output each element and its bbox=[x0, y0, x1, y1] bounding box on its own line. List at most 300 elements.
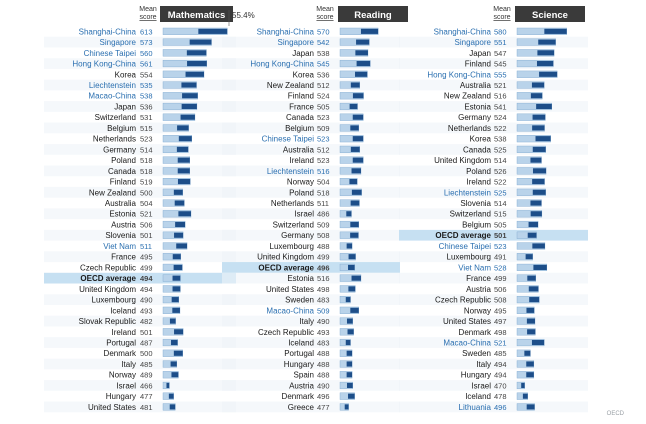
score-bar-emphasis bbox=[166, 383, 169, 388]
score-label: 521 bbox=[494, 80, 507, 90]
country-label: Macao-China bbox=[443, 338, 491, 348]
country-label: Israel bbox=[471, 381, 491, 391]
country-label: Macao-China bbox=[266, 306, 314, 316]
score-label: 504 bbox=[317, 177, 330, 187]
score-label: 509 bbox=[317, 306, 330, 316]
score-label: 491 bbox=[494, 252, 507, 262]
score-bar-emphasis bbox=[351, 82, 360, 87]
score-bar-emphasis bbox=[526, 254, 533, 259]
score-bar-emphasis bbox=[345, 404, 349, 409]
score-label: 500 bbox=[140, 188, 153, 198]
score-bar-emphasis bbox=[350, 233, 358, 238]
score-label: 478 bbox=[494, 392, 507, 402]
score-label: 508 bbox=[317, 231, 330, 241]
score-label: 570 bbox=[317, 27, 330, 37]
country-label: France bbox=[466, 274, 491, 284]
score-label: 485 bbox=[140, 359, 153, 369]
panel-mathematics bbox=[44, 6, 236, 412]
score-bar-emphasis bbox=[526, 308, 534, 313]
country-label: Austria bbox=[289, 381, 314, 391]
score-label: 495 bbox=[494, 306, 507, 316]
score-label: 509 bbox=[317, 123, 330, 133]
country-label: Poland bbox=[289, 188, 314, 198]
score-bar-emphasis bbox=[176, 243, 187, 248]
score-label: 547 bbox=[494, 48, 507, 58]
score-bar-emphasis bbox=[350, 308, 358, 313]
country-label: Switzerland bbox=[449, 209, 491, 219]
score-bar-emphasis bbox=[349, 179, 357, 184]
score-bar-emphasis bbox=[178, 168, 190, 173]
score-bar-emphasis bbox=[533, 190, 546, 195]
score-label: 528 bbox=[494, 263, 507, 273]
score-bar-emphasis bbox=[355, 50, 368, 55]
score-label: 483 bbox=[317, 338, 330, 348]
score-label: 524 bbox=[317, 91, 330, 101]
score-label: 494 bbox=[494, 359, 507, 369]
score-label: 477 bbox=[317, 402, 330, 412]
country-label: Shanghai-China bbox=[78, 27, 136, 37]
country-label: Switzerland bbox=[94, 113, 136, 123]
score-label: 542 bbox=[317, 38, 330, 48]
country-label: Chinese Taipei bbox=[438, 241, 491, 251]
score-label: 538 bbox=[317, 48, 330, 58]
country-label: Portugal bbox=[284, 349, 314, 359]
score-label: 466 bbox=[140, 381, 153, 391]
country-label: Denmark bbox=[458, 327, 491, 337]
country-label: Poland bbox=[111, 156, 136, 166]
country-label: Australia bbox=[282, 145, 314, 155]
score-bar-emphasis bbox=[178, 179, 190, 184]
country-label: Liechtenstein bbox=[266, 166, 314, 176]
score-label: 525 bbox=[494, 145, 507, 155]
country-label: Austria bbox=[111, 220, 136, 230]
score-bar-emphasis bbox=[177, 125, 189, 130]
score-bar-emphasis bbox=[198, 29, 227, 34]
score-label: 522 bbox=[494, 123, 507, 133]
score-label: 523 bbox=[140, 134, 153, 144]
country-label: Liechtenstein bbox=[88, 80, 136, 90]
score-bar-emphasis bbox=[533, 265, 546, 270]
score-label: 509 bbox=[317, 220, 330, 230]
score-label: 561 bbox=[140, 59, 153, 69]
score-bar-emphasis bbox=[174, 265, 183, 270]
country-label: Canada bbox=[462, 145, 491, 155]
score-bar-emphasis bbox=[521, 383, 524, 388]
score-label: 499 bbox=[317, 252, 330, 262]
score-bar-emphasis bbox=[353, 93, 364, 98]
score-label: 514 bbox=[494, 156, 507, 166]
country-label: Estonia bbox=[109, 209, 136, 219]
score-bar-emphasis bbox=[174, 329, 183, 334]
score-bar-emphasis bbox=[355, 72, 367, 77]
country-label: Israel bbox=[116, 381, 136, 391]
score-label: 470 bbox=[494, 381, 507, 391]
score-label: 496 bbox=[494, 402, 507, 412]
country-label: Hong Kong-China bbox=[72, 59, 136, 69]
score-bar-emphasis bbox=[353, 158, 363, 163]
score-label: 516 bbox=[317, 274, 330, 284]
score-bar-emphasis bbox=[532, 125, 544, 130]
score-label: 506 bbox=[494, 284, 507, 294]
score-label: 511 bbox=[317, 199, 329, 209]
score-label: 541 bbox=[494, 102, 507, 112]
score-label: 482 bbox=[140, 317, 153, 327]
score-bar-emphasis bbox=[171, 340, 178, 345]
score-bar-emphasis bbox=[353, 136, 363, 141]
score-label: 488 bbox=[317, 370, 330, 380]
country-label: Iceland bbox=[110, 306, 136, 316]
score-bar-emphasis bbox=[173, 254, 181, 259]
score-bar-emphasis bbox=[536, 104, 552, 109]
score-label: 499 bbox=[494, 274, 507, 284]
score-label: 535 bbox=[140, 80, 153, 90]
country-label: Slovak Republic bbox=[78, 317, 136, 327]
score-bar-emphasis bbox=[351, 147, 360, 152]
score-label: 494 bbox=[140, 274, 153, 284]
country-label: Italy bbox=[476, 359, 491, 369]
country-label: Japan bbox=[469, 48, 491, 58]
score-label: 514 bbox=[494, 199, 507, 209]
score-bar-emphasis bbox=[171, 372, 178, 377]
country-label: Viet Nam bbox=[103, 241, 136, 251]
score-bar-emphasis bbox=[348, 394, 355, 399]
country-label: Italy bbox=[299, 317, 314, 327]
score-label: 508 bbox=[494, 295, 507, 305]
score-label: 519 bbox=[140, 177, 153, 187]
score-bar-emphasis bbox=[529, 222, 538, 227]
score-bar-emphasis bbox=[532, 82, 544, 87]
country-label: Iceland bbox=[288, 338, 314, 348]
score-bar-emphasis bbox=[172, 308, 180, 313]
score-label: 490 bbox=[140, 295, 153, 305]
score-bar-emphasis bbox=[181, 82, 196, 87]
country-label: Italy bbox=[121, 359, 136, 369]
score-label: 477 bbox=[140, 392, 153, 402]
country-label: Singapore bbox=[277, 38, 314, 48]
score-bar-emphasis bbox=[170, 319, 176, 324]
score-bar-emphasis bbox=[346, 297, 351, 302]
panel-science bbox=[399, 6, 588, 412]
score-bar-emphasis bbox=[182, 93, 198, 98]
score-label: 505 bbox=[494, 220, 507, 230]
score-bar-emphasis bbox=[352, 276, 361, 281]
score-bar-emphasis bbox=[352, 168, 361, 173]
score-bar-emphasis bbox=[538, 40, 555, 45]
score-label: 515 bbox=[140, 123, 153, 133]
score-bar-emphasis bbox=[529, 286, 539, 291]
score-label: 501 bbox=[140, 327, 153, 337]
country-label: OECD average bbox=[435, 231, 491, 241]
country-label: Ireland bbox=[289, 156, 314, 166]
score-bar-emphasis bbox=[533, 147, 546, 152]
score-label: 505 bbox=[317, 102, 330, 112]
score-label: 522 bbox=[494, 177, 507, 187]
country-label: Slovenia bbox=[105, 231, 136, 241]
score-label: 613 bbox=[140, 27, 153, 37]
score-bar-emphasis bbox=[182, 104, 197, 109]
score-label: 501 bbox=[494, 231, 507, 241]
country-label: Viet Nam bbox=[458, 263, 491, 273]
score-label: 514 bbox=[140, 145, 153, 155]
score-label: 516 bbox=[494, 91, 507, 101]
country-label: Lithuania bbox=[458, 402, 491, 412]
score-label: 496 bbox=[317, 263, 330, 273]
score-bar-emphasis bbox=[537, 61, 553, 66]
score-bar-emphasis bbox=[175, 222, 185, 227]
score-bar-emphasis bbox=[350, 222, 358, 227]
score-bar-emphasis bbox=[537, 50, 554, 55]
score-bar-emphasis bbox=[526, 372, 534, 377]
country-label: Norway bbox=[463, 306, 491, 316]
score-bar-emphasis bbox=[179, 136, 192, 141]
score-bar-emphasis bbox=[178, 211, 191, 216]
country-label: Czech Republic bbox=[257, 327, 314, 337]
score-bar-emphasis bbox=[533, 115, 546, 120]
score-bar-emphasis bbox=[530, 200, 541, 205]
score-label: 488 bbox=[317, 349, 330, 359]
score-bar-emphasis bbox=[526, 361, 534, 366]
score-bar-emphasis bbox=[536, 136, 551, 141]
score-bar-emphasis bbox=[351, 200, 360, 205]
country-label: United Kingdom bbox=[79, 284, 136, 294]
country-label: Estonia bbox=[464, 102, 491, 112]
score-label: 531 bbox=[140, 113, 153, 123]
country-label: Spain bbox=[293, 370, 314, 380]
score-label: 490 bbox=[317, 381, 330, 391]
score-label: 524 bbox=[494, 113, 507, 123]
mean-score-header: score bbox=[139, 14, 157, 21]
country-label: Luxembourg bbox=[446, 252, 491, 262]
country-label: Shanghai-China bbox=[256, 27, 314, 37]
country-label: United States bbox=[265, 284, 314, 294]
country-label: Australia bbox=[104, 199, 136, 209]
country-label: Netherlands bbox=[92, 134, 136, 144]
score-bar-emphasis bbox=[356, 40, 369, 45]
score-bar-emphasis bbox=[357, 61, 371, 66]
country-label: Czech Republic bbox=[434, 295, 491, 305]
score-bar-emphasis bbox=[347, 351, 352, 356]
score-bar-emphasis bbox=[174, 190, 183, 195]
country-label: Ireland bbox=[111, 327, 136, 337]
score-bar-emphasis bbox=[347, 243, 352, 248]
score-bar-emphasis bbox=[349, 254, 356, 259]
score-label: 504 bbox=[140, 199, 153, 209]
score-bar-emphasis bbox=[523, 394, 528, 399]
score-bar-emphasis bbox=[527, 404, 535, 409]
score-label: 499 bbox=[140, 263, 153, 273]
score-label: 521 bbox=[494, 338, 507, 348]
score-label: 538 bbox=[494, 134, 507, 144]
country-label: Belgium bbox=[107, 123, 136, 133]
score-bar-emphasis bbox=[350, 125, 358, 130]
mean-score-header: Mean bbox=[493, 6, 511, 13]
country-label: United Kingdom bbox=[434, 156, 491, 166]
mean-score-header: Mean bbox=[316, 6, 334, 13]
country-label: Netherlands bbox=[270, 199, 314, 209]
score-label: 525 bbox=[494, 188, 507, 198]
country-label: Greece bbox=[287, 402, 314, 412]
country-label: Belgium bbox=[285, 123, 314, 133]
score-bar-emphasis bbox=[347, 383, 353, 388]
score-bar-emphasis bbox=[187, 61, 207, 66]
score-label: 497 bbox=[494, 317, 507, 327]
score-label: 494 bbox=[494, 370, 507, 380]
score-label: 488 bbox=[317, 241, 330, 251]
score-label: 521 bbox=[140, 209, 153, 219]
score-bar-emphasis bbox=[348, 286, 355, 291]
score-bar-emphasis bbox=[353, 115, 363, 120]
country-label: Germany bbox=[281, 231, 314, 241]
score-bar-emphasis bbox=[544, 29, 566, 34]
score-bar-emphasis bbox=[169, 394, 174, 399]
country-label: Netherlands bbox=[447, 123, 491, 133]
score-bar-emphasis bbox=[346, 211, 351, 216]
score-bar-emphasis bbox=[530, 158, 541, 163]
country-label: Czech Republic bbox=[79, 263, 136, 273]
score-label: 555 bbox=[494, 70, 507, 80]
country-label: Iceland bbox=[465, 392, 491, 402]
score-bar-emphasis bbox=[177, 147, 188, 152]
score-bar-emphasis bbox=[170, 404, 175, 409]
share-annotation: 55.4% bbox=[232, 11, 255, 20]
score-label: 536 bbox=[140, 102, 153, 112]
score-bar-emphasis bbox=[172, 297, 179, 302]
country-label: Luxembourg bbox=[91, 295, 136, 305]
country-label: Korea bbox=[292, 70, 314, 80]
score-label: 523 bbox=[317, 134, 330, 144]
score-label: 523 bbox=[494, 241, 507, 251]
score-bar-emphasis bbox=[527, 329, 535, 334]
country-label: Germany bbox=[103, 145, 136, 155]
score-label: 512 bbox=[317, 80, 330, 90]
score-label: 495 bbox=[140, 252, 153, 262]
score-label: 483 bbox=[317, 295, 330, 305]
country-label: Hong Kong-China bbox=[427, 70, 491, 80]
score-bar-emphasis bbox=[524, 351, 530, 356]
country-label: Hungary bbox=[283, 359, 314, 369]
country-label: Chinese Taipei bbox=[261, 134, 314, 144]
score-bar-emphasis bbox=[532, 340, 544, 345]
country-label: OECD average bbox=[258, 263, 314, 273]
score-label: 490 bbox=[317, 317, 330, 327]
score-bar-emphasis bbox=[531, 93, 542, 98]
score-label: 485 bbox=[494, 349, 507, 359]
score-label: 500 bbox=[140, 349, 153, 359]
score-label: 518 bbox=[140, 166, 153, 176]
score-label: 515 bbox=[494, 209, 507, 219]
score-label: 523 bbox=[317, 156, 330, 166]
score-label: 498 bbox=[494, 327, 507, 337]
score-bar-emphasis bbox=[171, 361, 177, 366]
score-label: 496 bbox=[317, 392, 330, 402]
panel-reading bbox=[222, 6, 408, 412]
score-label: 516 bbox=[317, 166, 330, 176]
country-label: Korea bbox=[114, 70, 136, 80]
score-label: 488 bbox=[317, 359, 330, 369]
score-label: 526 bbox=[494, 166, 507, 176]
score-label: 545 bbox=[494, 59, 507, 69]
score-label: 501 bbox=[140, 231, 153, 241]
score-bar-emphasis bbox=[533, 168, 546, 173]
score-label: 493 bbox=[140, 306, 153, 316]
score-bar-emphasis bbox=[347, 372, 352, 377]
country-label: Hong Kong-China bbox=[250, 59, 314, 69]
country-label: Finland bbox=[287, 91, 314, 101]
country-label: Estonia bbox=[287, 274, 314, 284]
score-bar-emphasis bbox=[532, 179, 544, 184]
watermark: OECD bbox=[606, 411, 624, 417]
score-label: 560 bbox=[140, 48, 153, 58]
country-label: United States bbox=[442, 317, 491, 327]
country-label: Austria bbox=[466, 284, 491, 294]
country-label: Israel bbox=[294, 209, 314, 219]
country-label: Portugal bbox=[106, 338, 136, 348]
score-bar-emphasis bbox=[347, 319, 353, 324]
score-bar-emphasis bbox=[361, 29, 378, 34]
country-label: New Zealand bbox=[88, 188, 136, 198]
country-label: Hungary bbox=[460, 370, 491, 380]
score-label: 538 bbox=[140, 91, 153, 101]
score-label: 573 bbox=[140, 38, 153, 48]
country-label: Luxembourg bbox=[269, 241, 314, 251]
mean-score-header: Mean bbox=[139, 6, 157, 13]
country-label: Switzerland bbox=[272, 220, 314, 230]
score-bar-emphasis bbox=[174, 233, 183, 238]
country-label: Finland bbox=[109, 177, 136, 187]
country-label: Macao-China bbox=[88, 91, 136, 101]
score-label: 494 bbox=[140, 284, 153, 294]
country-label: Singapore bbox=[99, 38, 136, 48]
score-bar-emphasis bbox=[539, 72, 557, 77]
score-label: 511 bbox=[140, 241, 152, 251]
score-label: 536 bbox=[317, 70, 330, 80]
score-bar-emphasis bbox=[190, 40, 212, 45]
score-bar-emphasis bbox=[175, 200, 185, 205]
country-label: Canada bbox=[285, 113, 314, 123]
score-bar-emphasis bbox=[348, 265, 355, 270]
country-label: Liechtenstein bbox=[443, 188, 491, 198]
country-label: Belgium bbox=[462, 220, 491, 230]
country-label: Japan bbox=[114, 102, 136, 112]
chart-title: Reading bbox=[354, 10, 392, 21]
mean-score-header: score bbox=[493, 14, 511, 21]
score-bar-emphasis bbox=[173, 286, 181, 291]
country-label: Denmark bbox=[103, 349, 136, 359]
country-label: New Zealand bbox=[266, 80, 314, 90]
score-bar-emphasis bbox=[178, 158, 190, 163]
country-label: Sweden bbox=[285, 295, 314, 305]
country-label: France bbox=[289, 102, 314, 112]
score-label: 498 bbox=[317, 284, 330, 294]
score-label: 489 bbox=[140, 370, 153, 380]
country-label: Australia bbox=[459, 80, 491, 90]
country-label: Norway bbox=[108, 370, 136, 380]
country-label: Poland bbox=[466, 166, 491, 176]
score-bar-emphasis bbox=[352, 190, 362, 195]
score-label: 481 bbox=[140, 402, 153, 412]
country-label: Finland bbox=[464, 59, 491, 69]
score-label: 512 bbox=[317, 145, 330, 155]
country-label: Singapore bbox=[454, 38, 491, 48]
score-bar-emphasis bbox=[173, 276, 181, 281]
score-label: 487 bbox=[140, 338, 153, 348]
country-label: United Kingdom bbox=[257, 252, 314, 262]
score-bar-emphasis bbox=[527, 319, 535, 324]
country-label: Germany bbox=[458, 113, 491, 123]
country-label: France bbox=[111, 252, 136, 262]
country-label: Sweden bbox=[462, 349, 491, 359]
country-label: Slovenia bbox=[460, 199, 491, 209]
